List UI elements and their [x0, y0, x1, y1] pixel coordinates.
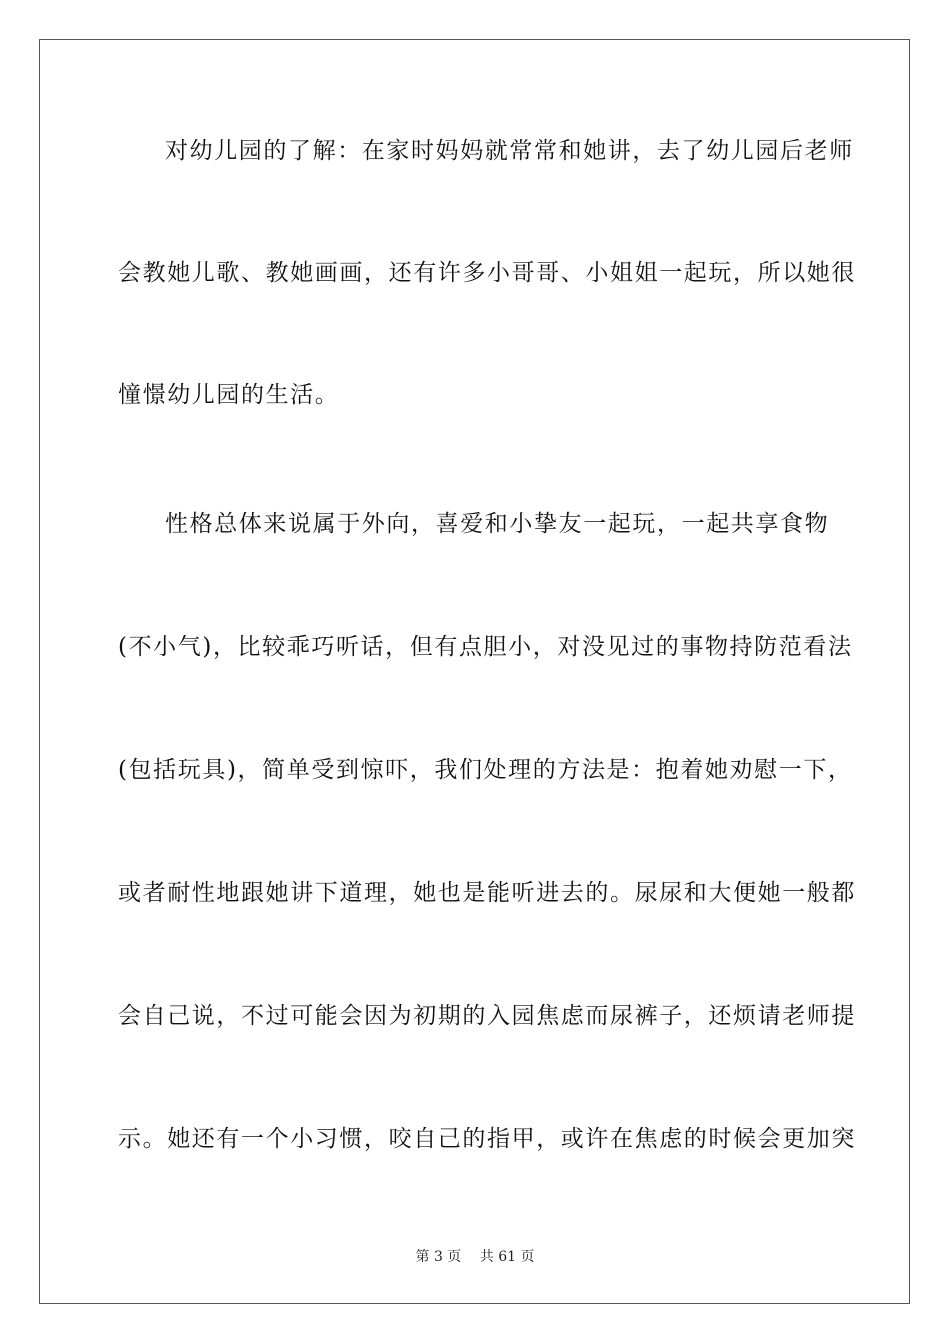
paragraph-1-line-1: 对幼儿园的了解：在家时妈妈就常常和她讲，去了幼儿园后老师 [165, 138, 854, 164]
paragraph-2-line-5: 会自己说，不过可能会因为初期的入园焦虑而尿裤子，还烦请老师提 [118, 1003, 856, 1029]
page-border [39, 39, 910, 1304]
paragraph-2-line-2: (不小气)，比较乖巧听话，但有点胆小，对没见过的事物持防范看法 [118, 634, 853, 660]
paragraph-2-line-6: 示。她还有一个小习惯，咬自己的指甲，或许在焦虑的时候会更加突 [118, 1126, 856, 1152]
paragraph-2-line-1: 性格总体来说属于外向，喜爱和小挚友一起玩，一起共享食物 [165, 511, 830, 537]
paragraph-2-line-3: (包括玩具)，简单受到惊吓，我们处理的方法是：抱着她劝慰一下， [118, 757, 853, 783]
paragraph-1-line-2: 会教她儿歌、教她画画，还有许多小哥哥、小姐姐一起玩，所以她很 [118, 260, 856, 286]
paragraph-1-line-3: 憧憬幼儿园的生活。 [118, 382, 340, 408]
paragraph-2-line-4: 或者耐性地跟她讲下道理，她也是能听进去的。尿尿和大便她一般都 [118, 880, 856, 906]
page-number-footer: 第 3 页 共 61 页 [415, 1249, 535, 1265]
